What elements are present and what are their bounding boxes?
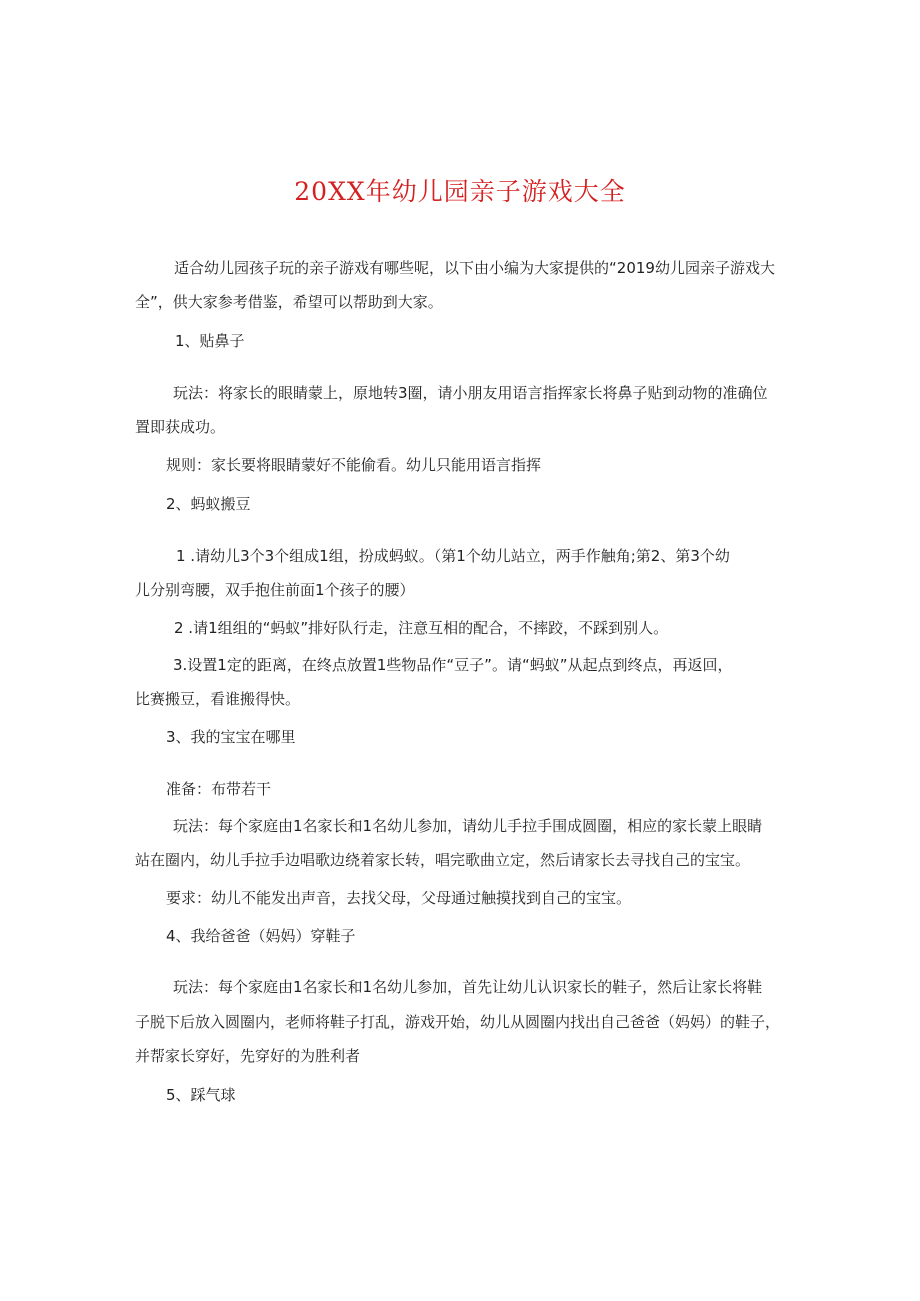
game-text-line: 2 .请1组组的“蚂蚁”排好队行走，注意互相的配合，不摔跤，不踩到别人。 [174,619,669,637]
game-text-line: 儿分别弯腰，双手抱住前面1个孩子的腰） [135,581,415,599]
game-text-line: 准备：布带若干 [166,780,272,798]
game-text-line: 3.设置1定的距离，在终点放置1些物品作“豆子”。请“蚂蚁”从起点到终点，再返回， [173,656,733,674]
game-text-line: 玩法：每个家庭由1名家长和1名幼儿参加，请幼儿手拉手围成圆圈，相应的家长蒙上眼睛 [173,817,763,835]
game-text-line: 站在圈内，幼儿手拉手边唱歌边绕着家长转，唱完歌曲立定，然后请家长去寻找自己的宝宝。 [135,851,751,869]
game-text-line: 比赛搬豆，看谁搬得快。 [135,690,301,708]
game-heading: 4、我给爸爸（妈妈）穿鞋子 [166,927,356,945]
game-text-line: 规则：家长要将眼睛蒙好不能偷看。幼儿只能用语言指挥 [166,456,542,474]
game-text-line: 要求：幼儿不能发出声音，去找父母，父母通过触摸找到自己的宝宝。 [166,889,632,907]
game-text-line: 子脱下后放入圆圈内，老师将鞋子打乱，游戏开始，幼儿从圆圈内找出自己爸爸（妈妈）的鞋子， [135,1013,781,1031]
game-text-line: 1 .请幼儿3个3个组成1组，扮成蚂蚁。（第1个幼儿站立，两手作触角;第2、第3个幼 [176,547,730,565]
game-text-line: 并帮家长穿好，先穿好的为胜利者 [135,1047,361,1065]
game-heading: 2、蚂蚁搬豆 [166,495,251,513]
game-heading: 3、我的宝宝在哪里 [166,728,296,746]
game-text-line: 玩法：每个家庭由1名家长和1名幼儿参加，首先让幼儿认识家长的鞋子，然后让家长将鞋 [173,978,763,996]
game-text-line: 置即获成功。 [135,418,226,436]
intro-line: 适合幼儿园孩子玩的亲子游戏有哪些呢，以下由小编为大家提供的“2019幼儿园亲子游戏大 [174,259,775,277]
game-heading: 1、贴鼻子 [175,332,245,350]
document-title: 20XX年幼儿园亲子游戏大全 [294,177,626,206]
intro-line: 全”，供大家参考借鉴，希望可以帮助到大家。 [135,293,443,311]
game-text-line: 玩法：将家长的眼睛蒙上，原地转3圈，请小朋友用语言指挥家长将鼻子贴到动物的准确位 [173,384,768,402]
game-heading: 5、踩气球 [166,1086,236,1104]
